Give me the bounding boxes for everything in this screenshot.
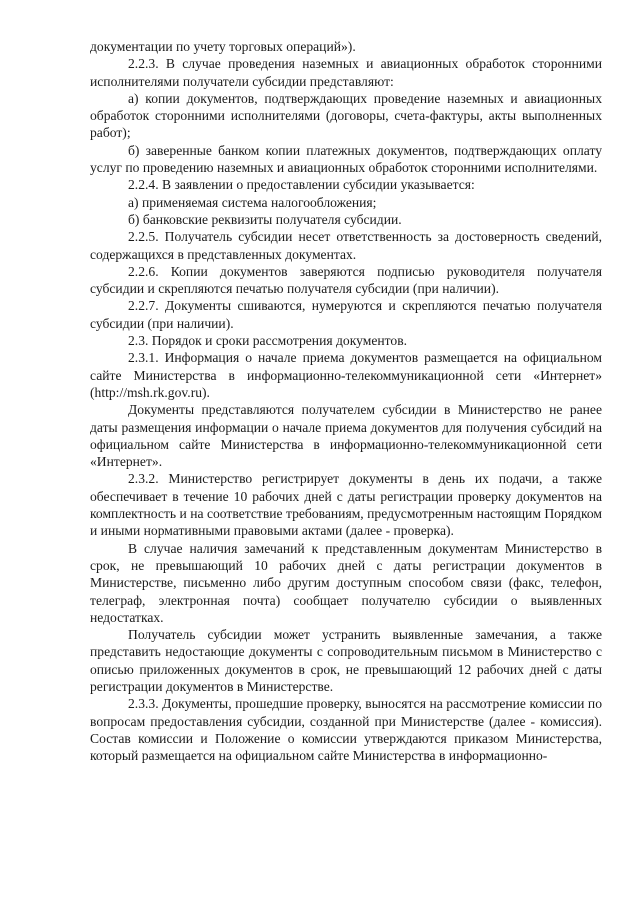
paragraph-2-2-4: 2.2.4. В заявлении о предоставлении субсидии указывается:: [128, 177, 475, 193]
paragraph-2-2-4-b: б) банковские реквизиты получателя субсидии.: [128, 211, 402, 227]
paragraph-2-3-2-remarks: В случае наличия замечаний к представленным документам Министерство в срок, не превышающий 10 рабочих дней с даты регистрации документов в Министерстве, письменно либо другим доступным способом связи (факс, телефон, телеграф, электронная почта) сообщает получателю субсидии о выявленных недостатках.: [90, 540, 602, 625]
paragraph-2-3-2-correction: Получатель субсидии может устранить выявленные замечания, а также представить недостающие документы с сопроводительным письмом в Министерство с описью приложенных документов в срок, не превышающий 12 рабочих дней с даты регистрации документов в Министерстве.: [90, 627, 602, 694]
paragraph-2-3-2: 2.3.2. Министерство регистрирует документы в день их подачи, а также обеспечивает в течение 10 рабочих дней с даты регистрации проверку документов на комплектность и на соответствие требованиям, предусмотренным настоящим Порядком и иными нормативными правовыми актами (далее - проверка).: [90, 471, 602, 539]
paragraph-2-2-3: 2.2.3. В случае проведения наземных и авиационных обработок сторонними исполнителями получатели субсидии представляют:: [90, 56, 602, 89]
paragraph-2-3-3: 2.3.3. Документы, прошедшие проверку, выносятся на рассмотрение комиссии по вопросам предоставления субсидии, созданной при Министерстве (далее - комиссия). Состав комиссии и Положение о комиссии утверждаются приказом Министерства, который размещается на официальном сайте Министерства в информационно-: [90, 696, 602, 764]
paragraph-2-2-5: 2.2.5. Получатель субсидии несет ответственность за достоверность сведений, содержащихся в представленных документах.: [90, 229, 602, 262]
paragraph-2-2-7: 2.2.7. Документы сшиваются, нумеруются и скрепляются печатью получателя субсидии (при наличии).: [90, 298, 602, 331]
paragraph-2-3-1-documents: Документы представляются получателем субсидии в Министерство не ранее даты размещения информации о начале приема документов для получения субсидий на официальном сайте Министерства в информационно-телекоммуникационной сети «Интернет».: [90, 402, 602, 470]
paragraph-continuation: документации по учету торговых операций»).: [90, 39, 356, 54]
paragraph-2-3-1: 2.3.1. Информация о начале приема документов размещается на официальном сайте Министерства в информационно-телекоммуникационной сети «Интернет» (http://msh.rk.gov.ru).: [90, 350, 602, 400]
paragraph-2-3: 2.3. Порядок и сроки рассмотрения документов.: [128, 333, 408, 349]
paragraph-2-2-6: 2.2.6. Копии документов заверяются подписью руководителя получателя субсидии и скрепляются печатью получателя субсидии (при наличии).: [90, 263, 602, 297]
paragraph-2-2-4-a: а) применяемая система налогообложения;: [128, 194, 377, 210]
paragraph-2-2-3-a: а) копии документов, подтверждающих проведение наземных и авиационных обработок сторонними исполнителями (договоры, счета-фактуры, акты выполненных работ);: [90, 90, 602, 141]
paragraph-2-2-3-b: б) заверенные банком копии платежных документов, подтверждающих оплату услуг по проведению наземных и авиационных обработок сторонними исполнителями.: [90, 142, 602, 176]
